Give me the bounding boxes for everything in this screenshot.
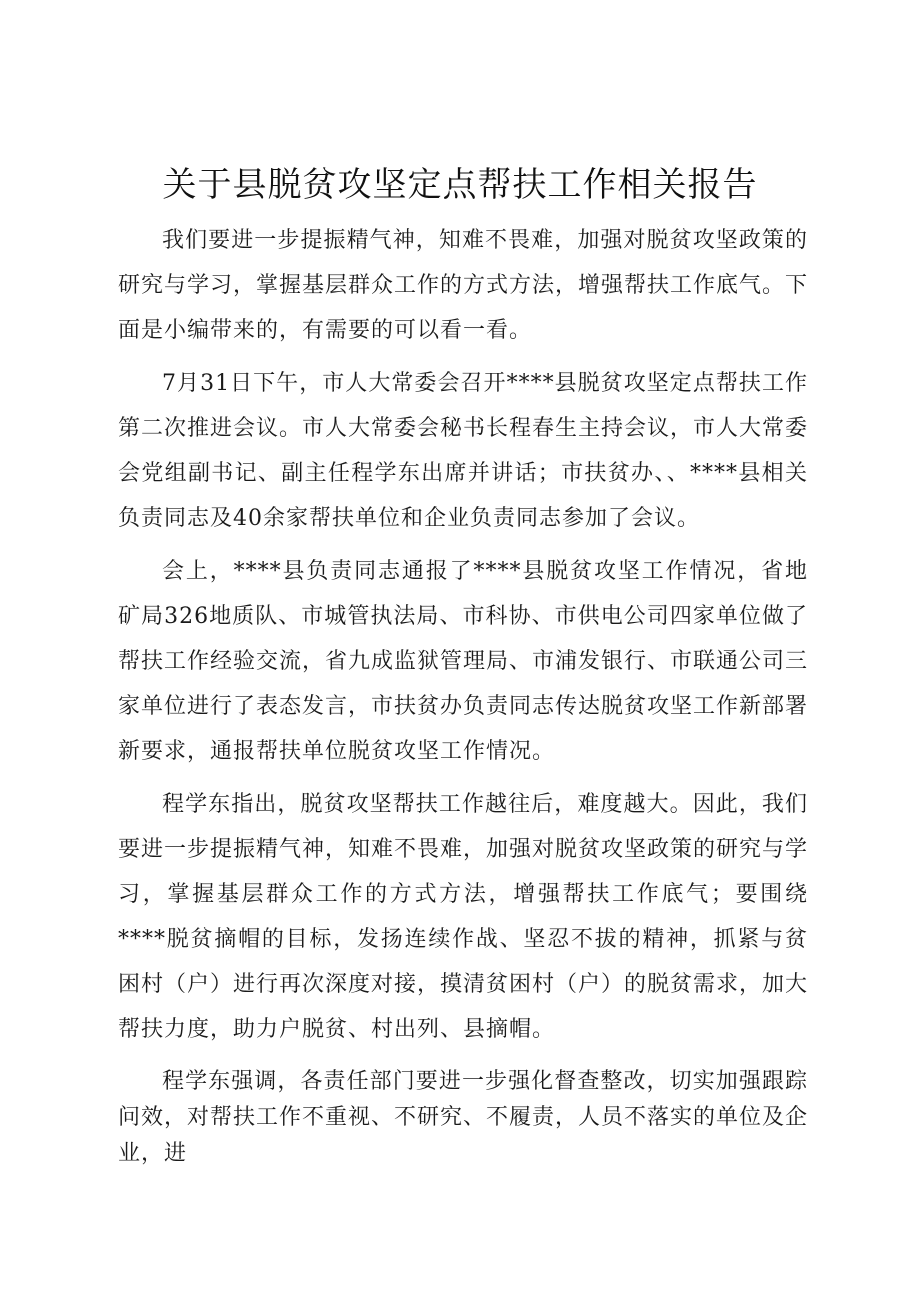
document-body [118,218,808,1172]
paragraph-remarks: 程学东指出，脱贫攻坚帮扶工作越往后，难度越大。因此，我们要进一步提振精气神，知难不畏难，加强对脱贫攻坚政策的研究与学习，掌握基层群众工作的方式方法，增强帮扶工作底气；要围绕****脱贫摘帽的目标，发扬连续作战、坚忍不拔的精神，抓紧与贫困村（户）进行再次深度对接，摸清贫困村（户）的脱贫需求，加大帮扶力度，助力户脱贫、村出列、县摘帽。 [118,792,809,1042]
paragraph-meeting: 7月31日下午，市人大常委会召开****县脱贫攻坚定点帮扶工作第二次推进会议。市人大常委会秘书长程春生主持会议，市人大常委会党组副书记、副主任程学东出席并讲话；市扶贫办、、****县相关负责同志及40余家帮扶单位和企业负责同志参加了会议。 [118,371,809,531]
paragraph-intro: 我们要进一步提振精气神，知难不畏难，加强对脱贫攻坚政策的研究与学习，掌握基层群众工作的方式方法，增强帮扶工作底气。下面是小编带来的，有需要的可以看一看。 [118,228,809,343]
document-title: 关于县脱贫攻坚定点帮扶工作相关报告 [162,165,758,205]
paragraph-emphasis: 程学东强调，各责任部门要进一步强化督查整改，切实加强跟踪问效，对帮扶工作不重视、不研究、不履责，人员不落实的单位及企业，进 [118,1069,809,1166]
paragraph-briefing: 会上，****县负责同志通报了****县脱贫攻坚工作情况，省地矿局326地质队、市城管执法局、市科协、市供电公司四家单位做了帮扶工作经验交流，省九成监狱管理局、市浦发银行、市联通公司三家单位进行了表态发言，市扶贫办负责同志传达脱贫攻坚工作新部署新要求，通报帮扶单位脱贫攻坚工作情况。 [118,559,809,764]
